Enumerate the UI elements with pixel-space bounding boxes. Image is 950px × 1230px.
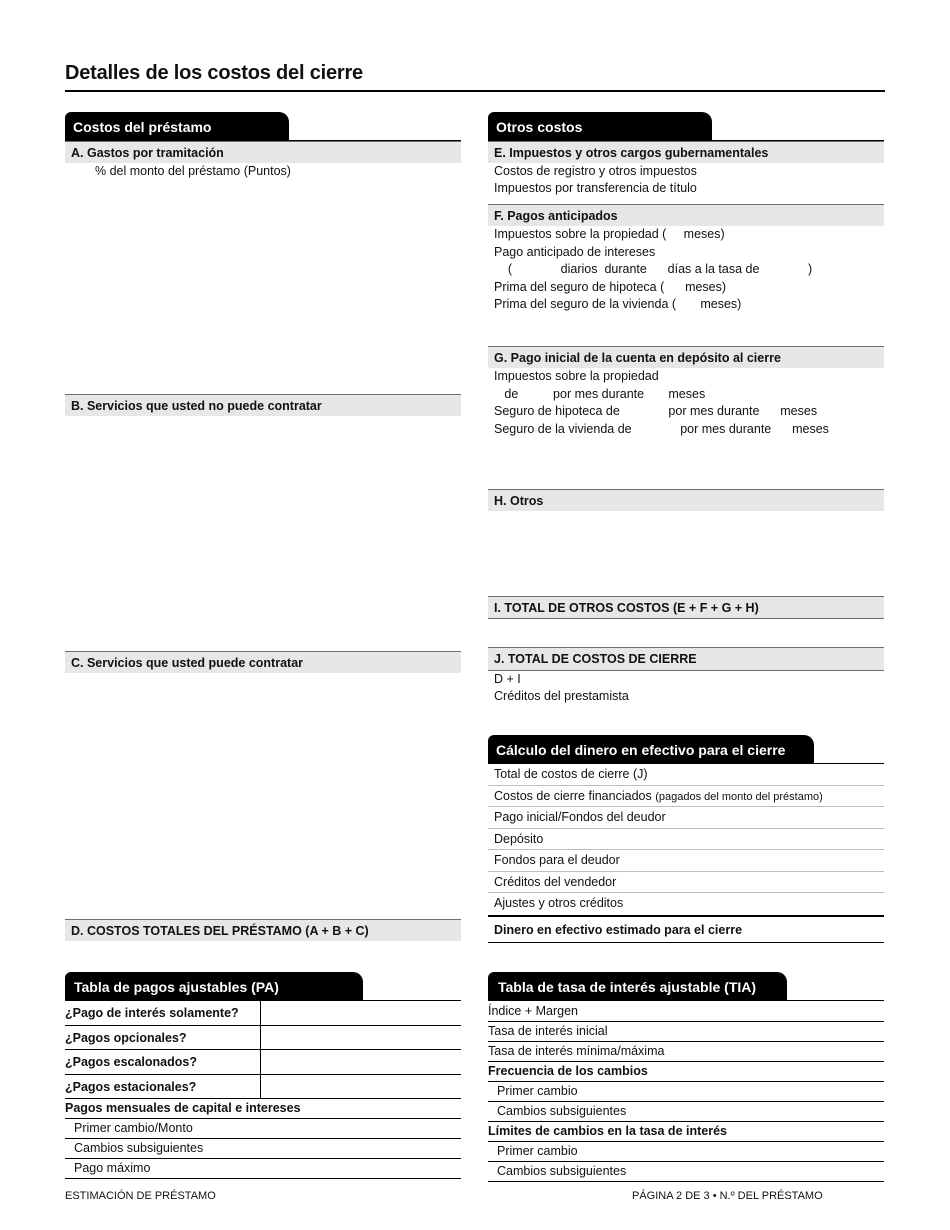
cash-row-label: Créditos del vendedor — [494, 874, 617, 889]
loan-costs-tab: Costos del préstamo — [65, 112, 289, 140]
cash-total-row — [488, 915, 884, 943]
ap-section-label: Pagos mensuales de capital e intereses — [65, 1101, 301, 1115]
section-j-line: D + I — [494, 672, 521, 686]
section-j-line: Créditos del prestamista — [494, 689, 629, 703]
section-g-header: G. Pago inicial de la cuenta en depósito al cierre — [488, 346, 884, 368]
ap-sub-label: Cambios subsiguientes — [74, 1141, 204, 1155]
section-b-header: B. Servicios que usted no puede contratar — [65, 394, 461, 416]
section-i-header: I. TOTAL DE OTROS COSTOS (E + F + G + H) — [488, 596, 884, 619]
section-e-line: Costos de registro y otros impuestos — [494, 164, 697, 178]
air-row-label: Índice + Margen — [488, 1004, 578, 1018]
section-g-line: Impuestos sobre la propiedad — [494, 369, 659, 383]
ap-sub-row — [65, 1139, 461, 1159]
section-a-line: % del monto del préstamo (Puntos) — [95, 164, 291, 178]
section-f-line: Prima del seguro de la vivienda ( meses) — [494, 297, 742, 311]
cash-to-close-tab: Cálculo del dinero en efectivo para el cierre — [488, 735, 814, 763]
section-d-header: D. COSTOS TOTALES DEL PRÉSTAMO (A + B + C) — [65, 919, 461, 941]
air-row-label: Cambios subsiguientes — [497, 1164, 627, 1178]
section-a-header: A. Gastos por tramitación — [65, 141, 461, 163]
cash-row — [488, 850, 884, 872]
section-h-header: H. Otros — [488, 489, 884, 511]
ap-sub-row — [65, 1159, 461, 1179]
column-divider — [260, 1026, 261, 1050]
ap-question-label: ¿Pago de interés solamente? — [65, 1006, 239, 1020]
air-row — [488, 1082, 884, 1102]
air-row-label: Frecuencia de los cambios — [488, 1064, 648, 1078]
section-e-header: E. Impuestos y otros cargos gubernamentales — [488, 141, 884, 163]
ap-question-label: ¿Pagos escalonados? — [65, 1055, 197, 1069]
cash-total-label: Dinero en efectivo estimado para el cierre — [494, 922, 743, 937]
cash-row — [488, 764, 884, 786]
column-divider — [260, 1050, 261, 1074]
ap-sub-label: Pago máximo — [74, 1161, 151, 1175]
air-row — [488, 1162, 884, 1182]
cash-row — [488, 872, 884, 894]
air-row-label: Primer cambio — [497, 1144, 578, 1158]
section-g-line: de por mes durante meses — [494, 387, 706, 401]
section-f-line: ( diarios durante días a la tasa de ) — [494, 262, 813, 276]
section-g-line: Seguro de hipoteca de por mes durante meses — [494, 404, 818, 418]
footer-left: ESTIMACIÓN DE PRÉSTAMO — [65, 1190, 216, 1202]
ap-table-tab: Tabla de pagos ajustables (PA) — [65, 972, 363, 1000]
air-row-label: Tasa de interés mínima/máxima — [488, 1044, 665, 1058]
air-row-label: Cambios subsiguientes — [497, 1104, 627, 1118]
section-f-header: F. Pagos anticipados — [488, 204, 884, 226]
ap-table — [65, 1001, 461, 1179]
section-e-line: Impuestos por transferencia de título — [494, 181, 697, 195]
cash-row-label: Depósito — [494, 831, 544, 846]
cash-row-label: Costos de cierre financiados — [494, 788, 652, 803]
air-row — [488, 1122, 884, 1142]
ap-sub-row — [65, 1119, 461, 1139]
air-row-label: Tasa de interés inicial — [488, 1024, 608, 1038]
air-table-tab: Tabla de tasa de interés ajustable (TIA) — [488, 972, 787, 1000]
column-divider — [260, 1001, 261, 1025]
air-row — [488, 1062, 884, 1082]
footer-right: PÁGINA 2 DE 3 • N.º DEL PRÉSTAMO — [632, 1190, 823, 1202]
ap-section-row — [65, 1099, 461, 1119]
section-f-line: Pago anticipado de intereses — [494, 244, 656, 259]
title-rule — [65, 90, 885, 92]
page-title: Detalles de los costos del cierre — [65, 62, 363, 84]
cash-row — [488, 807, 884, 829]
section-f-line: Prima del seguro de hipoteca ( meses) — [494, 279, 727, 294]
section-g-line: Seguro de la vivienda de por mes durante meses — [494, 421, 829, 436]
cash-row-label: Fondos para el deudor — [494, 853, 620, 867]
ap-sub-label: Primer cambio/Monto — [74, 1121, 193, 1135]
column-divider — [260, 1075, 261, 1099]
cash-row — [488, 786, 884, 808]
cash-row-label: Total de costos de cierre (J) — [494, 767, 648, 781]
air-row — [488, 1142, 884, 1162]
air-row — [488, 1022, 884, 1042]
air-row-label: Primer cambio — [497, 1084, 578, 1098]
cash-row-label: Pago inicial/Fondos del deudor — [494, 810, 666, 824]
ap-question-row — [65, 1075, 461, 1100]
section-c-header: C. Servicios que usted puede contratar — [65, 651, 461, 673]
air-row-label: Límites de cambios en la tasa de interés — [488, 1124, 727, 1138]
other-costs-tab: Otros costos — [488, 112, 712, 140]
section-j-header: J. TOTAL DE COSTOS DE CIERRE — [488, 647, 884, 671]
ap-question-row — [65, 1026, 461, 1051]
cash-row-label: Ajustes y otros créditos — [494, 896, 624, 910]
cash-table — [488, 764, 884, 943]
cash-row — [488, 893, 884, 915]
ap-question-row — [65, 1001, 461, 1026]
ap-question-row — [65, 1050, 461, 1075]
air-row — [488, 1042, 884, 1062]
air-table — [488, 1002, 884, 1182]
cash-row-note: (pagados del monto del préstamo) — [655, 790, 823, 803]
ap-question-label: ¿Pagos estacionales? — [65, 1079, 197, 1094]
cash-row — [488, 829, 884, 851]
section-f-line: Impuestos sobre la propiedad ( meses) — [494, 227, 725, 241]
tab-rule — [488, 1000, 884, 1001]
ap-question-label: ¿Pagos opcionales? — [65, 1030, 187, 1045]
air-row — [488, 1102, 884, 1122]
air-row — [488, 1002, 884, 1022]
